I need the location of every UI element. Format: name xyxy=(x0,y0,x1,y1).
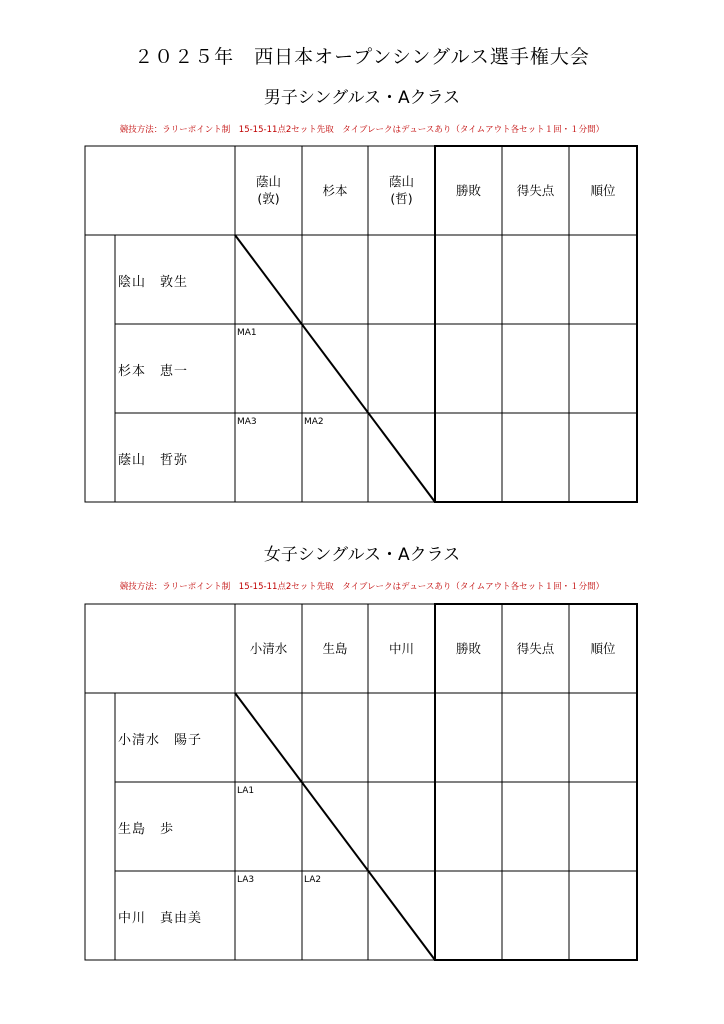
player-name: 蔭山 哲弥 xyxy=(118,453,189,468)
match-id: LA1 xyxy=(237,786,255,796)
league-table-women xyxy=(85,604,637,960)
opponent-header: 杉本 xyxy=(322,183,348,198)
section-title-men: 男子シングルス・Aクラス xyxy=(263,88,461,108)
opponent-header: 蔭山 (哲) xyxy=(388,174,414,206)
league-table-men xyxy=(85,146,637,502)
player-name: 中川 真由美 xyxy=(118,911,203,926)
player-name: 小清水 陽子 xyxy=(118,733,203,748)
section-title-women: 女子シングルス・Aクラス xyxy=(263,545,461,565)
points-header: 得失点 xyxy=(516,183,555,198)
opponent-header: 蔭山 (敦) xyxy=(255,174,281,206)
match-id: LA2 xyxy=(304,875,322,885)
match-id: MA1 xyxy=(237,328,257,338)
player-name: 陰山 敦生 xyxy=(118,275,189,290)
page-title: ２０２５年 西日本オープンシングルス選手権大会 xyxy=(134,46,590,68)
opponent-header: 中川 xyxy=(388,641,414,656)
player-name: 杉本 恵一 xyxy=(118,364,189,379)
match-id: MA2 xyxy=(304,417,324,427)
player-name: 生島 歩 xyxy=(118,822,175,837)
wins-losses-header: 勝敗 xyxy=(455,183,481,198)
wins-losses-header: 勝敗 xyxy=(455,641,481,656)
rule-text-women: 競技方法：ラリーポイント制 15-15-11点2セット先取 タイブレークはデュースあり（タイムアウト各セット１回・１分間） xyxy=(119,582,605,592)
rank-header: 順位 xyxy=(590,641,616,656)
rule-text-men: 競技方法：ラリーポイント制 15-15-11点2セット先取 タイブレークはデュースあり（タイムアウト各セット１回・１分間） xyxy=(119,125,605,135)
rank-header: 順位 xyxy=(590,183,616,198)
points-header: 得失点 xyxy=(516,641,555,656)
match-id: MA3 xyxy=(237,417,257,427)
opponent-header: 小清水 xyxy=(249,641,288,656)
match-id: LA3 xyxy=(237,875,255,885)
opponent-header: 生島 xyxy=(322,641,348,656)
